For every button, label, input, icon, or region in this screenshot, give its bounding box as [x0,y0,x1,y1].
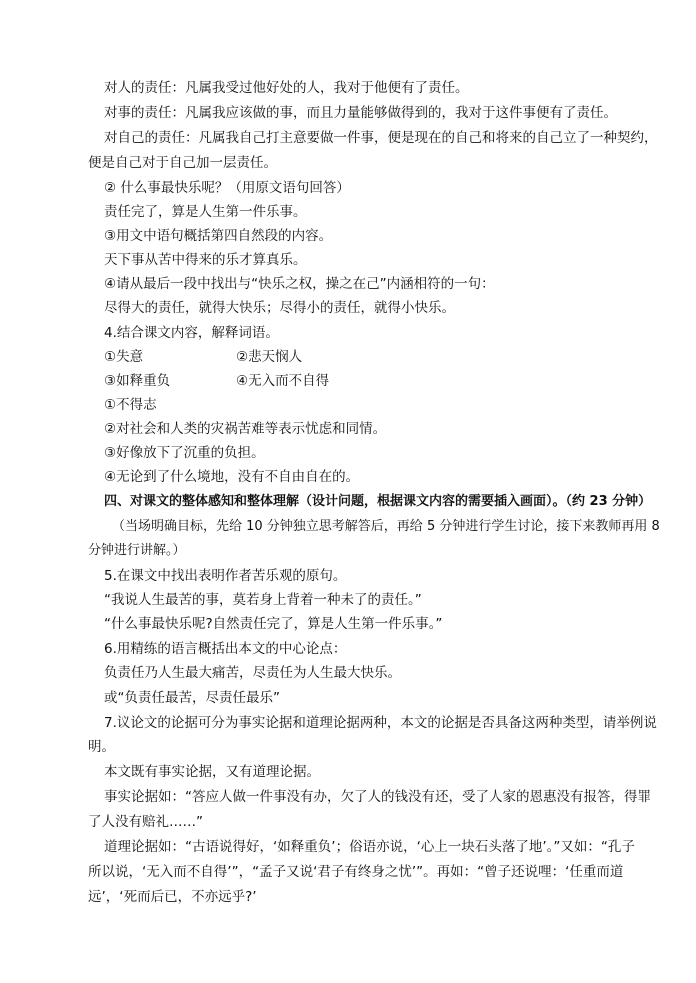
vocab-item-2: ②悲天悯人 [236,349,303,365]
section-4-note: （当场明确目标，先给 10 分钟独立思考解答后，再给 5 分钟进行学生讨论，接下来教师再用 8 [112,519,660,534]
vocab-item-3: ③如释重负 [104,373,171,389]
vocab-answer-3: ③好像放下了沉重的负担。 [104,445,265,461]
answer-2: 责任完了，算是人生第一件乐事。 [104,204,307,220]
answer-3: 天下事从苦中得来的乐才算真乐。 [104,252,307,268]
exercise-5-quote-2: “什么事最快乐呢?自然责任完了，算是人生第一件乐事。” [104,616,443,632]
exercise-6-title: 6.用精练的语言概括出本文的中心论点： [104,641,347,657]
fact-evidence: 事实论据如：“答应人做一件事没有办，欠了人的钱没有还，受了人家的恩惠没有报答，得罪 [104,789,651,805]
text-line-self-responsibility-cont: 便是自己对于自己加一层责任。 [88,155,277,171]
fact-evidence-cont: 了人没有赔礼……” [88,814,203,830]
answer-4: 尽得大的责任，就得大快乐；尽得小的责任，就得小快乐。 [104,300,455,316]
question-2: ② 什么事最快乐呢？（用原文语句回答） [104,180,350,196]
text-line-things-responsibility: 对事的责任：凡属我应该做的事，而且力量能够做得到的，我对于这件事便有了责任。 [104,105,617,121]
vocab-item-4: ④无入而不自得 [236,373,330,389]
exercise-5-quote-1: “我说人生最苦的事，莫若身上背着一种未了的责任。” [104,592,422,608]
text-line-self-responsibility: 对自己的责任：凡属我自己打主意要做一件事，便是现在的自己和将来的自己立了一种契约， [104,130,658,146]
exercise-7-title-cont: 明。 [88,739,115,755]
question-4: ④请从最后一段中找出与“快乐之权，操之在己”内涵相符的一句： [104,276,495,292]
section-4-heading: 四、对课文的整体感知和整体理解（设计问题，根据课文内容的需要插入画面）。（约 23 分钟） [104,494,652,509]
exercise-7-answer: 本文既有事实论据，又有道理论据。 [104,764,320,780]
exercise-6-alt-answer: 或“负责任最苦，尽责任最乐” [104,690,280,706]
question-3: ③用文中语句概括第四自然段的内容。 [104,228,333,244]
vocab-answer-1: ①不得志 [104,397,157,413]
exercise-4-title: 4.结合课文内容，解释词语。 [104,325,279,341]
vocab-item-1: ①失意 [104,349,144,365]
section-4-note-cont: 分钟进行讲解。） [88,543,186,558]
text-line-people-responsibility: 对人的责任：凡属我受过他好处的人，我对于他便有了责任。 [104,80,469,96]
vocab-answer-2: ②对社会和人类的灾祸苦难等表示忧虑和同情。 [104,421,387,437]
exercise-7-title: 7.议论文的论据可分为事实论据和道理论据两种，本文的论据是否具备这两种类型，请举例说 [104,715,657,731]
exercise-6-answer: 负责任乃人生最大痛苦，尽责任为人生最大快乐。 [104,665,401,681]
vocab-answer-4: ④无论到了什么境地，没有不自由自在的。 [104,469,360,485]
reason-evidence: 道理论据如：“古语说得好，‘如释重负’；俗语亦说，‘心上一块石头落了地’。”又如：“孔子 [104,839,635,855]
reason-evidence-cont-1: 所以说，‘无入而不自得’”，“孟子又说‘君子有终身之忧’”。再如：“曾子还说哩：‘任重而道 [88,864,624,880]
reason-evidence-cont-2: 远’，‘死而后已，不亦远乎?’ [88,889,257,905]
exercise-5-title: 5.在课文中找出表明作者苦乐观的原句。 [104,568,347,584]
